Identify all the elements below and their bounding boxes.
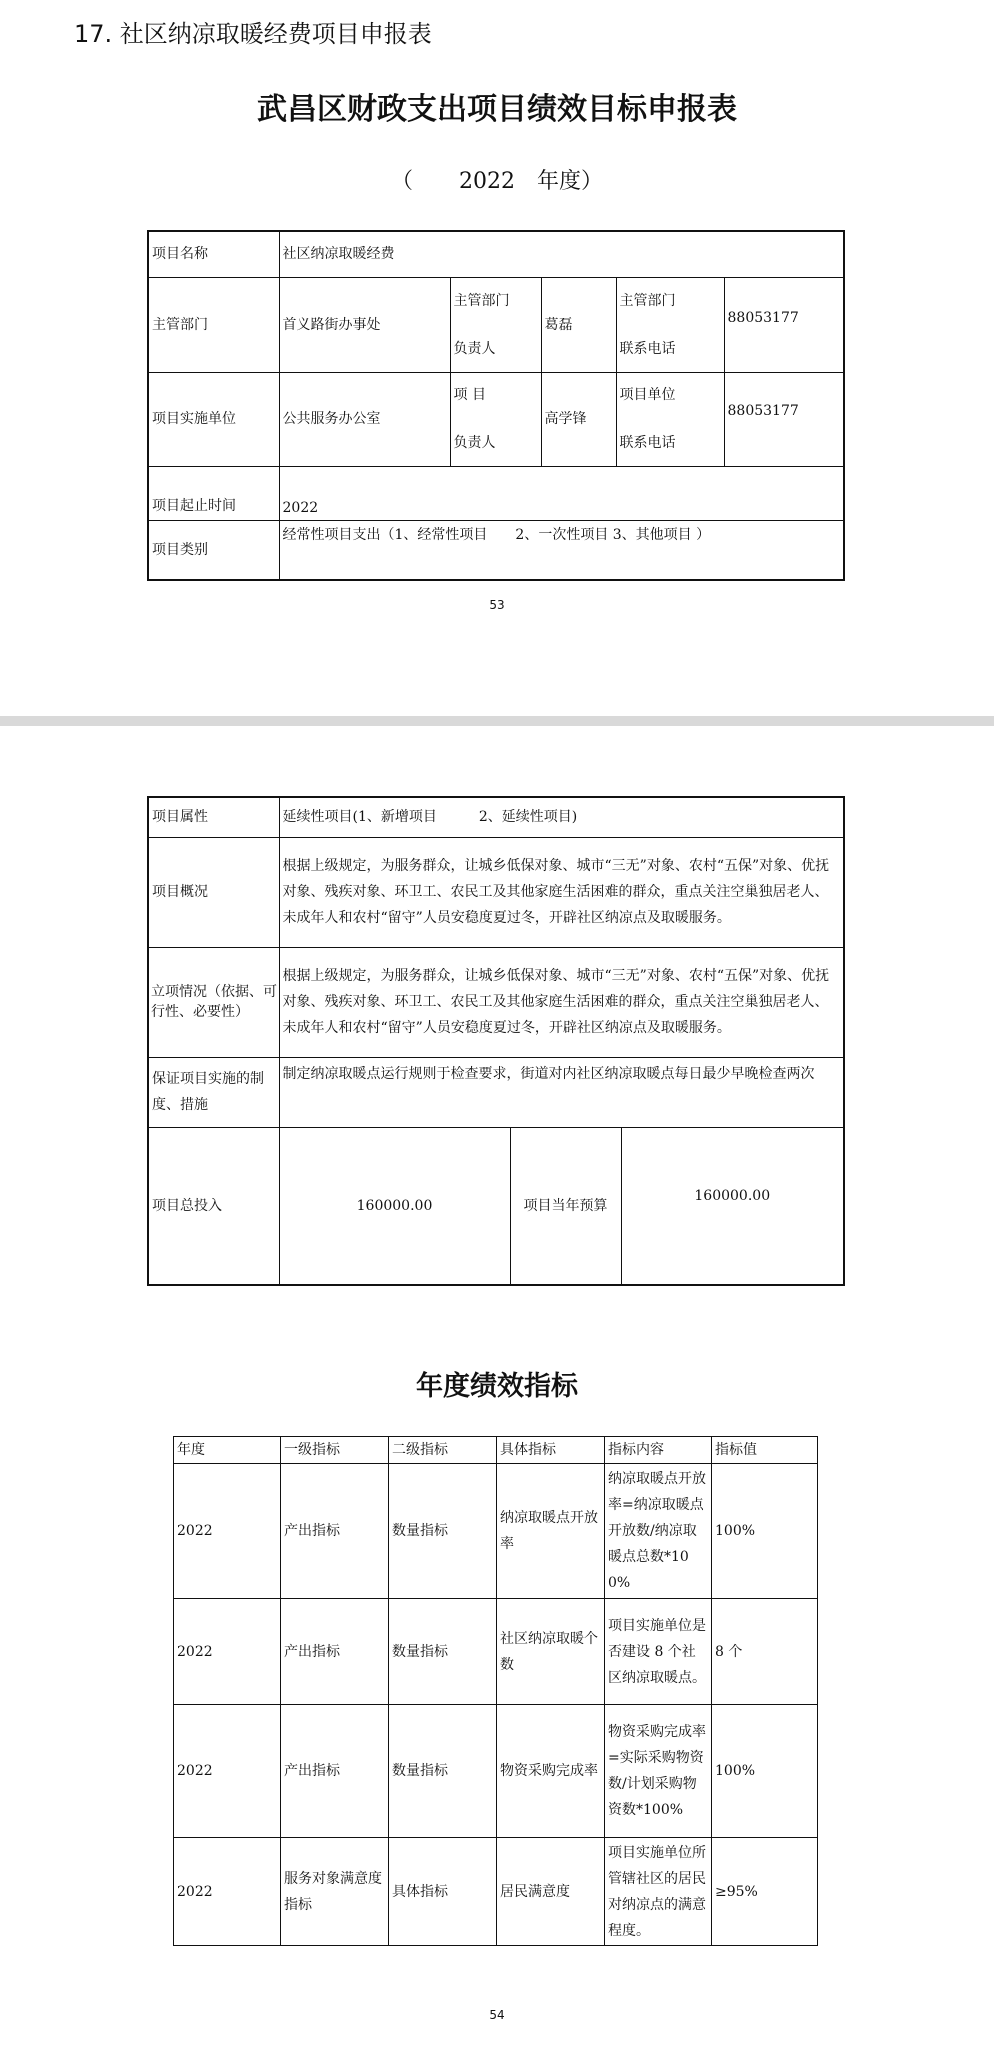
performance-header-row [174,1437,818,1464]
impl-phone-label: 项目单位 联系电话 [616,372,724,466]
basis-label: 立项情况（依据、可行性、必要性） [148,947,279,1057]
year-unit: 年度） [537,169,604,194]
cell-value: ≥95% [712,1838,818,1946]
section-heading: 17. 社区纳凉取暖经费项目申报表 [74,20,432,48]
cell-specific: 纳凉取暖点开放率 [497,1464,605,1599]
performance-title: 年度绩效指标 [416,1371,578,1402]
cell-specific: 社区纳凉取暖个数 [497,1599,605,1705]
cell-value: 8 个 [712,1599,818,1705]
dept-head-value: 葛磊 [541,277,616,372]
category-value: 经常性项目支出（1、经常性项目 2、一次性项目 3、其他项目 ） [279,520,844,580]
cell-specific: 居民满意度 [497,1838,605,1946]
col-header-year: 年度 [174,1437,281,1464]
cell-year: 2022 [174,1705,281,1838]
cell-level1: 产出指标 [281,1464,389,1599]
total-investment-value: 160000.00 [279,1127,510,1285]
annual-budget-value: 160000.00 [621,1127,844,1285]
cell-value: 100% [712,1464,818,1599]
page-number: 53 [489,598,505,612]
year-open-paren: （ [390,169,413,194]
document-title: 武昌区财政支出项目绩效目标申报表 [257,92,737,127]
impl-head-label: 项 目 负责人 [450,372,541,466]
cell-year: 2022 [174,1838,281,1946]
page-54 [0,726,994,2069]
cell-specific: 物资采购完成率 [497,1705,605,1838]
col-header-level1: 一级指标 [281,1437,389,1464]
dept-phone-label: 主管部门 联系电话 [616,277,724,372]
dept-head-label: 主管部门 负责人 [450,277,541,372]
cell-level1: 产出指标 [281,1599,389,1705]
col-header-content: 指标内容 [605,1437,712,1464]
guarantee-label: 保证项目实施的制度、措施 [148,1057,279,1127]
cell-content: 纳凉取暖点开放率=纳凉取暖点开放数/纳凉取暖点总数*100% [605,1464,712,1599]
cell-year: 2022 [174,1599,281,1705]
cell-level2: 数量指标 [389,1464,497,1599]
impl-phone-value: 88053177 [724,372,844,466]
cell-level1: 服务对象满意度指标 [281,1838,389,1946]
overview-label: 项目概况 [148,837,279,947]
table-row [174,1838,818,1946]
impl-unit-label: 项目实施单位 [148,372,279,466]
attr-label: 项目属性 [148,797,279,837]
period-label: 项目起止时间 [148,466,279,520]
overview-value: 根据上级规定，为服务群众，让城乡低保对象、城市“三无”对象、农村“五保”对象、优抚对象、残疾对象、环卫工、农民工及其他家庭生活困难的群众，重点关注空巢独居老人、未成年人和农村“留守”人员安稳度夏过冬，开辟社区纳凉点及取暖服务。 [279,837,844,947]
year-line [0,164,994,195]
cell-level2: 数量指标 [389,1705,497,1838]
project-details-table [147,796,845,1286]
dept-phone-value: 88053177 [724,277,844,372]
cell-content: 物资采购完成率=实际采购物资数/计划采购物资数*100% [605,1705,712,1838]
attr-value: 延续性项目(1、新增项目 2、延续性项目) [279,797,844,837]
cell-year: 2022 [174,1464,281,1599]
cell-level1: 产出指标 [281,1705,389,1838]
page-53 [0,0,994,716]
year-value: 2022 [459,169,515,194]
performance-table [173,1436,818,1946]
period-value: 2022 [279,466,844,520]
col-header-specific: 具体指标 [497,1437,605,1464]
cell-level2: 数量指标 [389,1599,497,1705]
page-separator [0,716,994,726]
col-header-value: 指标值 [712,1437,818,1464]
impl-head-value: 高学锋 [541,372,616,466]
cell-value: 100% [712,1705,818,1838]
annual-budget-label: 项目当年预算 [510,1127,621,1285]
dept-label: 主管部门 [148,277,279,372]
table-row [174,1599,818,1705]
dept-value: 首义路街办事处 [279,277,450,372]
guarantee-value: 制定纳凉取暖点运行规则于检查要求，街道对内社区纳凉取暖点每日最少早晚检查两次 [279,1057,844,1127]
category-label: 项目类别 [148,520,279,580]
project-name-label: 项目名称 [148,231,279,277]
basis-value: 根据上级规定，为服务群众，让城乡低保对象、城市“三无”对象、农村“五保”对象、优抚对象、残疾对象、环卫工、农民工及其他家庭生活困难的群众，重点关注空巢独居老人、未成年人和农村“留守”人员安稳度夏过冬，开辟社区纳凉点及取暖服务。 [279,947,844,1057]
col-header-level2: 二级指标 [389,1437,497,1464]
total-investment-label: 项目总投入 [148,1127,279,1285]
cell-content: 项目实施单位是否建设 8 个社区纳凉取暖点。 [605,1599,712,1705]
cell-content: 项目实施单位所管辖社区的居民对纳凉点的满意程度。 [605,1838,712,1946]
project-name-value: 社区纳凉取暖经费 [279,231,844,277]
cell-level2: 具体指标 [389,1838,497,1946]
impl-unit-value: 公共服务办公室 [279,372,450,466]
table-row [174,1705,818,1838]
table-row [174,1464,818,1599]
project-info-table [147,230,845,581]
page-number: 54 [489,2008,505,2022]
